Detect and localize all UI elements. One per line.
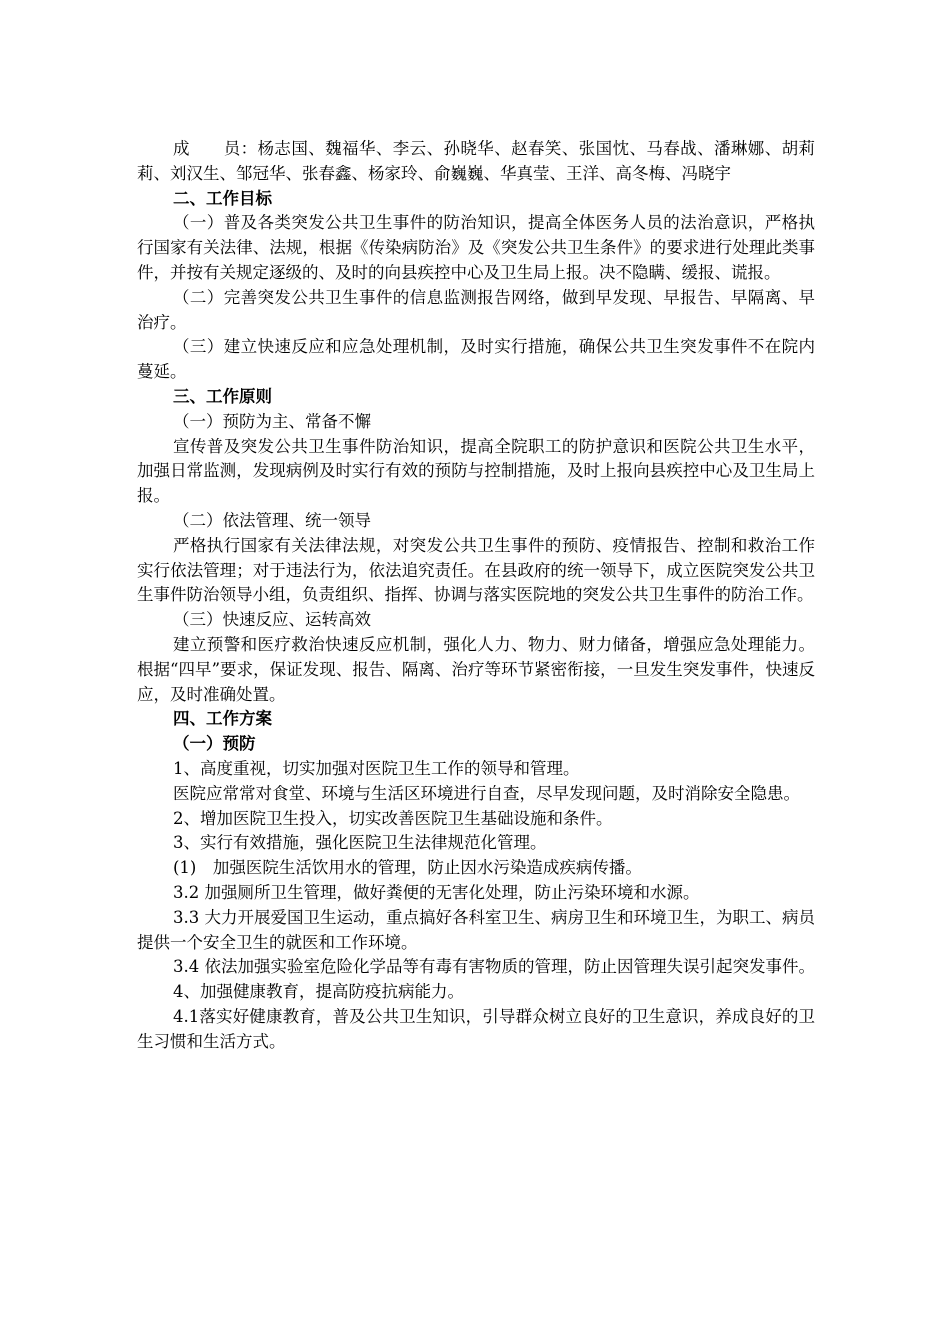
principle-subheading-2: （二）依法管理、统一领导 [173,510,371,530]
plan-item-3-1: (1) 加强医院生活饮用水的管理，防止因水污染造成疾病传播。 [173,858,642,878]
principle-paragraph-2: 严格执行国家有关法律法规，对突发公共卫生事件的预防、疫情报告、控制和救治工作实行依法管理；对于违法行为，依法追究责任。在县政府的统一领导下，成立医院突发公共卫生事件防治领导小组，负责组织、指挥、协调与落实医院地的突发公共卫生事件的防治工作。 [137,535,815,605]
goal-paragraph-1: （一）普及各类突发公共卫生事件的防治知识，提高全体医务人员的法治意识，严格执行国家有关法律、法规，根据《传染病防治》及《突发公共卫生条件》的要求进行处理此类事件，并按有关规定逐级的、及时的向县疾控中心及卫生局上报。决不隐瞒、缓报、谎报。 [137,213,815,282]
principle-subheading-3: （三）快速反应、运转高效 [173,610,371,630]
plan-item-3: 3、实行有效措施，强化医院卫生法律规范化管理。 [173,833,547,853]
document-body [137,137,815,1054]
goal-paragraph-2: （二）完善突发公共卫生事件的信息监测报告网络，做到早发现、早报告、早隔离、早治疗。 [137,287,815,332]
principle-subheading-1: （一）预防为主、常备不懈 [173,411,371,431]
plan-subheading-prevention: （一）预防 [173,734,256,754]
plan-item-3-2: 3.2 加强厕所卫生管理，做好粪便的无害化处理，防止污染环境和水源。 [173,882,700,902]
plan-item-1-detail: 医院应常常对食堂、环境与生活区环境进行自查，尽早发现问题，及时消除安全隐患。 [173,783,800,803]
plan-item-3-4: 3.4 依法加强实验室危险化学品等有毒有害物质的管理，防止因管理失误引起突发事件。 [173,957,815,977]
plan-item-4-1: 4.1落实好健康教育，普及公共卫生知识，引导群众树立良好的卫生意识，养成良好的卫生习惯和生活方式。 [137,1006,815,1051]
section-heading-principles: 三、工作原则 [173,386,272,406]
section-heading-plan: 四、工作方案 [173,709,272,729]
principle-paragraph-3: 建立预警和医疗救治快速反应机制，强化人力、物力、财力储备，增强应急处理能力。根据“四早”要求，保证发现、报告、隔离、治疗等环节紧密衔接，一旦发生突发事件，快速反应，及时准确处置。 [137,634,815,704]
plan-item-4: 4、加强健康教育，提高防疫抗病能力。 [173,982,464,1002]
goal-paragraph-3: （三）建立快速反应和应急处理机制，及时实行措施，确保公共卫生突发事件不在院内蔓延。 [137,337,815,382]
section-heading-goals: 二、工作目标 [173,188,272,208]
plan-item-3-3: 3.3 大力开展爱国卫生运动，重点搞好各科室卫生、病房卫生和环境卫生，为职工、病员提供一个安全卫生的就医和工作环境。 [137,907,815,952]
plan-item-2: 2、增加医院卫生投入，切实改善医院卫生基础设施和条件。 [173,808,613,828]
plan-item-1: 1、高度重视，切实加强对医院卫生工作的领导和管理。 [173,758,580,778]
members-paragraph: 成 员：杨志国、魏福华、李云、孙晓华、赵春笑、张国忱、马春战、潘琳娜、胡莉莉、刘汉生、邹冠华、张春鑫、杨家玲、俞巍巍、华真莹、王洋、高冬梅、冯晓宇 [137,139,815,183]
principle-paragraph-1: 宣传普及突发公共卫生事件防治知识，提高全院职工的防护意识和医院公共卫生水平，加强日常监测，发现病例及时实行有效的预防与控制措施，及时上报向县疾控中心及卫生局上报。 [137,436,815,506]
